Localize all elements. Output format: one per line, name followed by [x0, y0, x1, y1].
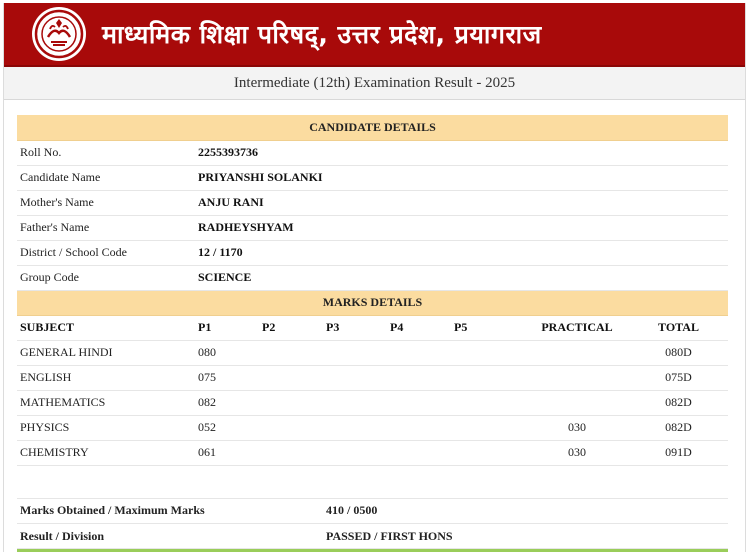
p1-cell: 061: [195, 440, 259, 465]
p3-cell: [323, 340, 387, 365]
result-page: [3, 3, 746, 552]
candidate-row-name: [17, 165, 728, 190]
district-value: 12 / 1170: [195, 240, 728, 265]
p4-cell: [387, 340, 451, 365]
p4-cell: [387, 440, 451, 465]
candidate-row-group: [17, 265, 728, 290]
col-p4: P4: [387, 315, 451, 340]
p2-cell: [259, 415, 323, 440]
mother-label: Mother's Name: [17, 190, 195, 215]
summary-table: [17, 499, 728, 550]
candidate-row-roll: [17, 140, 728, 165]
p4-cell: [387, 365, 451, 390]
name-value: PRIYANSHI SOLANKI: [195, 165, 728, 190]
candidate-row-district: [17, 240, 728, 265]
marks-row: [17, 415, 728, 440]
p4-cell: [387, 390, 451, 415]
result-division-label: Result / Division: [17, 524, 323, 549]
spacer-row: [17, 465, 728, 498]
marks-obtained-value: 410 / 0500: [323, 499, 728, 524]
p2-cell: [259, 340, 323, 365]
candidate-section-header: [17, 115, 728, 140]
p3-cell: [323, 390, 387, 415]
p2-cell: [259, 390, 323, 415]
total-cell: 082D: [629, 390, 728, 415]
col-total: TOTAL: [629, 315, 728, 340]
col-practical: PRACTICAL: [525, 315, 629, 340]
p3-cell: [323, 365, 387, 390]
p3-cell: [323, 440, 387, 465]
father-value: RADHEYSHYAM: [195, 215, 728, 240]
board-header: [4, 3, 745, 67]
candidate-row-father: [17, 215, 728, 240]
result-table: [17, 115, 728, 499]
subject-cell: CHEMISTRY: [17, 440, 195, 465]
total-cell: 075D: [629, 365, 728, 390]
subject-cell: MATHEMATICS: [17, 390, 195, 415]
p5-cell: [451, 365, 525, 390]
father-label: Father's Name: [17, 215, 195, 240]
total-cell: 082D: [629, 415, 728, 440]
candidate-section-title: CANDIDATE DETAILS: [17, 115, 728, 140]
p4-cell: [387, 415, 451, 440]
marks-section-title: MARKS DETAILS: [17, 290, 728, 315]
name-label: Candidate Name: [17, 165, 195, 190]
p5-cell: [451, 440, 525, 465]
marks-obtained-label: Marks Obtained / Maximum Marks: [17, 499, 323, 524]
summary-row-marks: [17, 499, 728, 524]
group-value: SCIENCE: [195, 265, 728, 290]
group-label: Group Code: [17, 265, 195, 290]
p1-cell: 052: [195, 415, 259, 440]
exam-title: Intermediate (12th) Examination Result - 2025: [4, 67, 745, 100]
subject-cell: ENGLISH: [17, 365, 195, 390]
board-title: माध्यमिक शिक्षा परिषद्, उत्तर प्रदेश, प्रयागराज: [102, 20, 542, 49]
practical-cell: 030: [525, 415, 629, 440]
mother-value: ANJU RANI: [195, 190, 728, 215]
district-label: District / School Code: [17, 240, 195, 265]
p5-cell: [451, 415, 525, 440]
p3-cell: [323, 415, 387, 440]
p5-cell: [451, 340, 525, 365]
up-govt-emblem-icon: [32, 7, 86, 61]
subject-cell: GENERAL HINDI: [17, 340, 195, 365]
practical-cell: [525, 390, 629, 415]
roll-label: Roll No.: [17, 140, 195, 165]
marks-row: [17, 340, 728, 365]
result-division-value: PASSED / FIRST HONS: [323, 524, 728, 549]
marks-row: [17, 390, 728, 415]
marks-section-header: [17, 290, 728, 315]
col-p3: P3: [323, 315, 387, 340]
practical-cell: [525, 340, 629, 365]
p1-cell: 082: [195, 390, 259, 415]
candidate-row-mother: [17, 190, 728, 215]
total-cell: 091D: [629, 440, 728, 465]
p2-cell: [259, 365, 323, 390]
col-p5: P5: [451, 315, 525, 340]
practical-cell: [525, 365, 629, 390]
p1-cell: 075: [195, 365, 259, 390]
marks-row: [17, 440, 728, 465]
col-p1: P1: [195, 315, 259, 340]
total-cell: 080D: [629, 340, 728, 365]
p2-cell: [259, 440, 323, 465]
marks-row: [17, 365, 728, 390]
col-subject: SUBJECT: [17, 315, 195, 340]
roll-value: 2255393736: [195, 140, 728, 165]
summary-row-result: [17, 524, 728, 549]
subject-cell: PHYSICS: [17, 415, 195, 440]
result-content: [4, 100, 745, 552]
col-p2: P2: [259, 315, 323, 340]
p1-cell: 080: [195, 340, 259, 365]
practical-cell: 030: [525, 440, 629, 465]
marks-column-header: [17, 315, 728, 340]
p5-cell: [451, 390, 525, 415]
spacer-cell: [17, 465, 728, 498]
